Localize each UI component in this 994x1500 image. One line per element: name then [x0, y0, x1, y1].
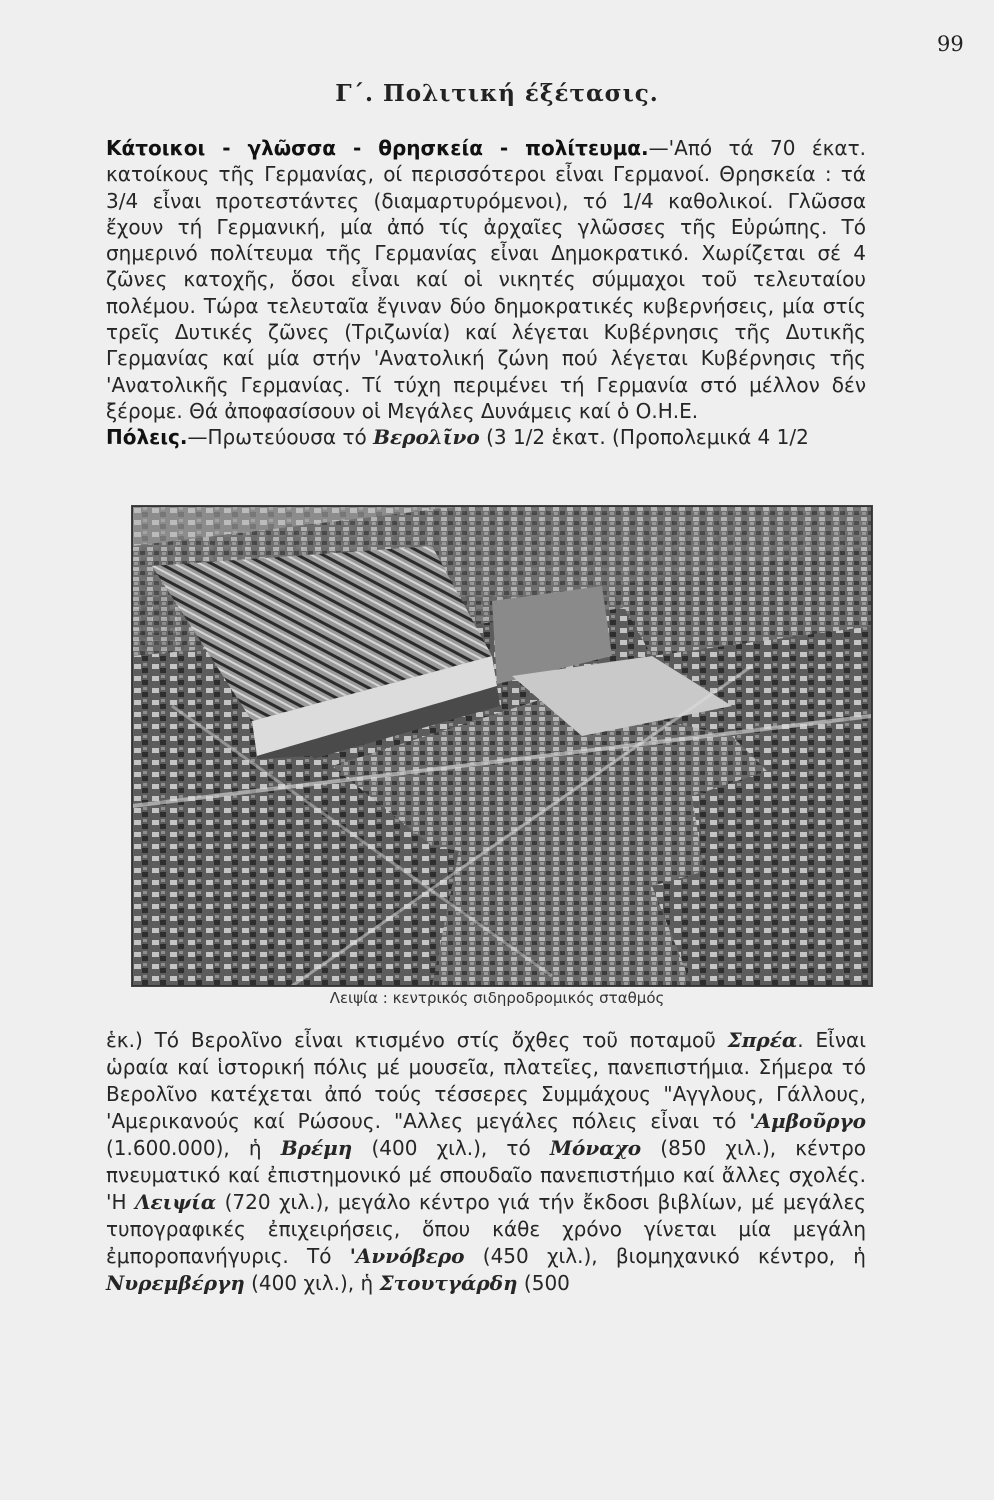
p2-text: (500: [517, 1271, 570, 1295]
paragraph-lead: Κάτοικοι - γλῶσσα - θρησκεία - πολίτευμα.: [106, 136, 649, 160]
cities-lead: Πόλεις.: [106, 425, 188, 450]
cities-text-a: —Πρωτεύουσα τό: [187, 425, 374, 450]
city-hamburg: 'Αμβοῦργο: [749, 1109, 866, 1133]
p2-text: (400 χιλ.), ἡ: [244, 1271, 380, 1295]
p2-text: (1.600.000), ἡ: [106, 1136, 281, 1160]
page-number: 99: [937, 32, 964, 56]
cities-text-b: (3 1/2 ἑκατ. (Προπολεμικά 4 1/2: [479, 425, 809, 450]
aerial-city-illustration: [132, 506, 872, 986]
paragraph-population: [106, 135, 866, 451]
section-title: Γ΄. Πολιτική έξέτασις.: [335, 80, 659, 107]
city-hanover: 'Αννόβερο: [349, 1244, 465, 1268]
city-berlin: Βερολῖνο: [373, 425, 480, 450]
city-stuttgart: Στουτγάρδη: [379, 1271, 518, 1295]
p2-text: (400 χιλ.), τό: [352, 1136, 550, 1160]
p2-text: ἑκ.) Τό Βερολῖνο εἶναι κτισμένο στίς ὄχθες τοῦ ποταμοῦ: [106, 1028, 728, 1052]
city-bremen: Βρέμη: [280, 1136, 353, 1160]
leipzig-station-photo: [131, 505, 873, 987]
p2-text: (450 χιλ.), βιομηχανικό κέντρο, ἡ: [464, 1244, 866, 1268]
city-munich: Μόναχο: [549, 1136, 642, 1160]
p2-text: (720 χιλ.), μεγάλο κέντρο γιά τήν ἔκδοσι βιβλίων, μέ μεγάλες τυπογραφικές ἐπιχειρήσεις, ὅπου κάθε χρόνο γίνεται μία μεγάλη ἐμποροπανήγυρις. Τό: [106, 1190, 866, 1268]
paragraph-text: —'Από τά 70 έκατ. κατοίκους τῆς Γερμανίας, οί περισσότεροι εἶναι Γερμανοί. Θρησκεία : τά 3/4 εἶναι προτεστάντες (διαμαρτυρόμενοι), τό 1/4 καθολικοί. Γλῶσσα ἔχουν τή Γερμανική, μία ἀπό τίς ἀρχαῖες γλῶσσες τῆς Εὐρώπης. Τό σημερινό πολίτευμα τῆς Γερμανίας εἶναι Δημοκρατικό. Χωρίζεται σέ 4 ζῶνες κατοχῆς, ὅσοι εἶναι καί οἱ νικητές σύμμαχοι τοῦ τελευταίου πολέμου. Τώρα τελευταῖα ἔγιναν δύο δημοκρατικές κυβερνήσεις, μία στίς τρεῖς Δυτικές ζῶνες (Τριζωνία) καί λέγεται Κυβέρνησις τῆς Δυτικῆς Γερμανίας καί μία στήν 'Ανατολική ζώνη πού λέγεται Κυβέρνησις τῆς 'Ανατολικῆς Γερμανίας. Τί τύχη περιμένει τή Γερμανία στό μέλλον δέν ξέρομε. Θά ἀποφασίσουν οἱ Μεγάλες Δυνάμεις καί ὁ Ο.Η.Ε.: [106, 136, 866, 423]
city-leipzig: Λειψία: [134, 1190, 217, 1214]
paragraph-cities: [106, 1027, 866, 1297]
p2-text: . Εἶναι ὡραία καί ἱστορική πόλις μέ μουσεῖα, πλατεῖες, πανεπιστήμια. Σήμερα τό Βερολῖνο κατέχεται ἀπό τούς τέσσερες Συμμάχους "Αγγλους, Γάλλους, 'Αμερικανούς καί Ρώσους. "Αλλες μεγάλες πόλεις εἶναι τό: [106, 1028, 866, 1133]
figure-caption: Λειψία : κεντρικός σιδηροδρομικός σταθμός: [329, 989, 665, 1007]
city-nuremberg: Νυρεμβέργη: [106, 1271, 245, 1295]
river-spree: Σπρέα: [727, 1028, 798, 1052]
p2-text: (850 χιλ.), κέντρο πνευματικό καί ἐπιστημονικό μέ σπουδαῖο πανεπιστήμιο καί ἄλλες σχολές. 'Η: [106, 1136, 867, 1214]
